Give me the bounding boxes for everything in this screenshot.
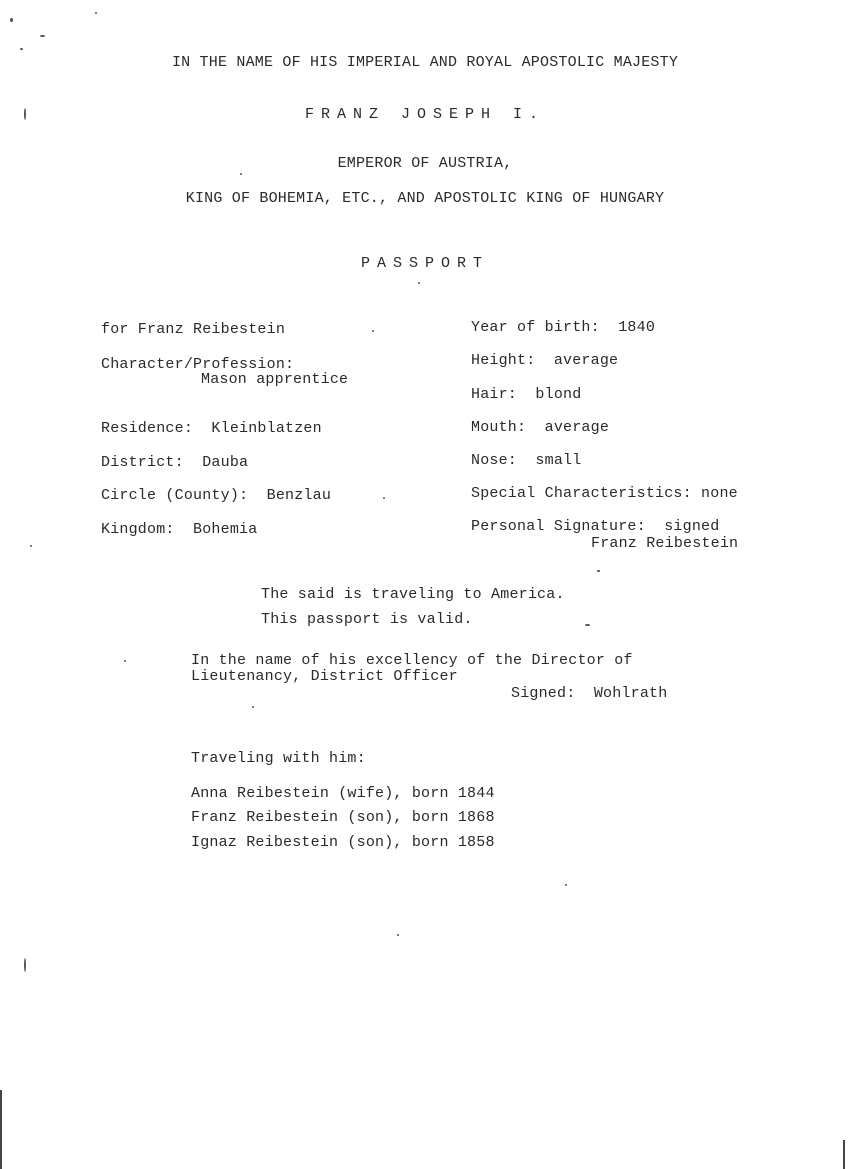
heading-line-1: IN THE NAME OF HIS IMPERIAL AND ROYAL APOSTOLIC MAJESTY (171, 54, 679, 71)
hair-field: Hair: blond (471, 386, 582, 403)
scan-speck (30, 545, 32, 547)
nose-field: Nose: small (471, 452, 582, 469)
scan-speck (397, 934, 399, 936)
scan-speck (597, 570, 600, 572)
year-of-birth-field: Year of birth: 1840 (471, 319, 656, 336)
circle-field: Circle (County): Benzlau (101, 487, 332, 504)
scan-edge (0, 1090, 2, 1169)
signature-label: Personal Signature: signed (471, 518, 720, 535)
district-field: District: Dauba (101, 454, 249, 471)
scan-edge (843, 1140, 845, 1169)
authority-signed: Signed: Wohlrath (511, 685, 668, 702)
bearer-name: for Franz Reibestein (101, 321, 286, 338)
statement-valid: This passport is valid. (261, 611, 473, 628)
heading-emperor-name: FRANZ JOSEPH I. (304, 106, 546, 123)
scan-speck (95, 12, 97, 14)
scan-speck (372, 330, 374, 332)
companion-entry: Ignaz Reibestein (son), born 1858 (191, 834, 495, 851)
kingdom-field: Kingdom: Bohemia (101, 521, 258, 538)
scan-speck (252, 706, 254, 708)
statement-travel: The said is traveling to America. (261, 586, 565, 603)
profession-value: Mason apprentice (201, 371, 349, 388)
scan-speck (565, 884, 567, 886)
heading-line-4: KING OF BOHEMIA, ETC., AND APOSTOLIC KING OF HUNGARY (185, 190, 665, 207)
signature-name: Franz Reibestein (591, 535, 739, 552)
residence-field: Residence: Kleinblatzen (101, 420, 322, 437)
profession-label: Character/Profession: (101, 356, 295, 373)
companions-heading: Traveling with him: (191, 750, 366, 767)
scan-speck (40, 35, 45, 37)
scan-speck (24, 958, 26, 972)
scan-speck (418, 282, 420, 284)
scan-speck (585, 624, 590, 626)
scan-speck (20, 48, 23, 50)
companion-entry: Anna Reibestein (wife), born 1844 (191, 785, 495, 802)
scan-speck (240, 173, 242, 175)
special-characteristics-field: Special Characteristics: none (471, 485, 738, 502)
authority-line-2: Lieutenancy, District Officer (191, 668, 458, 685)
height-field: Height: average (471, 352, 619, 369)
scan-speck (24, 108, 26, 120)
heading-line-3: EMPEROR OF AUSTRIA, (337, 155, 513, 172)
authority-line-1: In the name of his excellency of the Director of (191, 652, 633, 669)
scan-speck (10, 18, 13, 22)
scan-speck (124, 660, 126, 662)
mouth-field: Mouth: average (471, 419, 610, 436)
document-title: PASSPORT (360, 255, 489, 272)
scan-speck (383, 497, 385, 499)
companion-entry: Franz Reibestein (son), born 1868 (191, 809, 495, 826)
